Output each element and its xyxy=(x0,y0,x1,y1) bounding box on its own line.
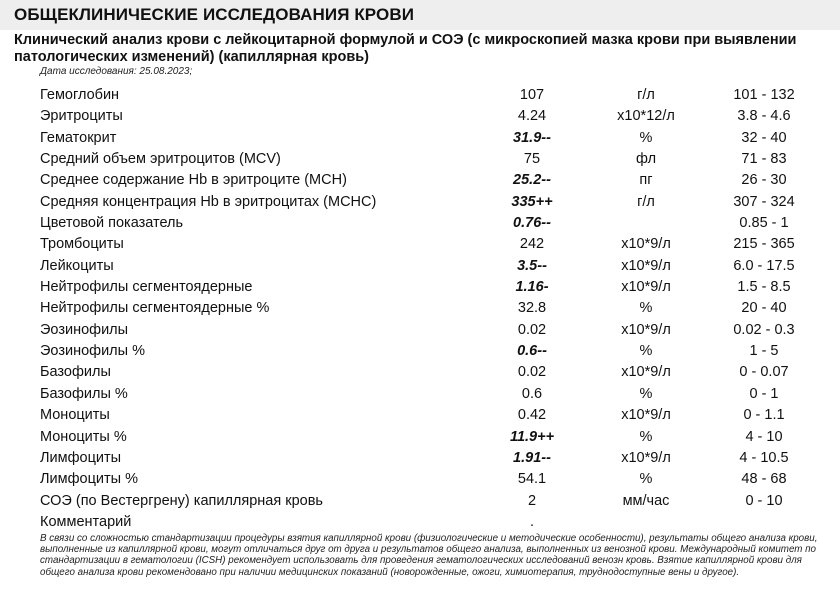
results-table xyxy=(0,85,840,533)
result-name: Среднее содержание Hb в эритроците (MCH) xyxy=(40,172,347,189)
result-reference: 4 - 10 xyxy=(745,428,783,445)
result-unit: % xyxy=(639,300,653,317)
result-name: Базофилы xyxy=(40,364,111,381)
result-row xyxy=(0,277,840,298)
result-row xyxy=(0,234,840,255)
result-unit: г/л xyxy=(637,87,655,103)
result-row xyxy=(0,491,840,512)
result-reference: 215 - 365 xyxy=(733,236,795,253)
result-row xyxy=(0,213,840,234)
result-name: Гематокрит xyxy=(40,129,117,146)
result-unit: x10*12/л xyxy=(617,108,675,125)
result-name: СОЭ (по Вестергрену) капиллярная кровь xyxy=(40,492,323,509)
result-row xyxy=(0,512,840,533)
result-reference: 3.8 - 4.6 xyxy=(737,108,791,125)
result-reference: 48 - 68 xyxy=(741,471,787,488)
result-unit: x10*9/л xyxy=(621,321,671,338)
result-unit: x10*9/л xyxy=(621,407,671,424)
result-value: 32.8 xyxy=(517,300,547,317)
result-row xyxy=(0,427,840,448)
result-reference: 20 - 40 xyxy=(741,300,787,317)
result-value: 2 xyxy=(527,492,537,509)
result-unit: % xyxy=(639,428,653,445)
result-value: 1.16- xyxy=(515,279,549,296)
result-value: 11.9++ xyxy=(509,428,555,445)
result-reference: 71 - 83 xyxy=(741,151,787,168)
result-name: Цветовой показатель xyxy=(40,215,184,232)
result-row xyxy=(0,192,840,213)
result-reference: 101 - 132 xyxy=(733,87,795,103)
result-reference: 0.85 - 1 xyxy=(739,215,789,232)
result-row xyxy=(0,256,840,277)
result-reference: 26 - 30 xyxy=(741,172,787,189)
section-title: ОБЩЕКЛИНИЧЕСКИЕ ИССЛЕДОВАНИЯ КРОВИ xyxy=(14,5,415,24)
result-value: 335++ xyxy=(511,193,553,210)
result-reference: 4 - 10.5 xyxy=(739,449,789,466)
result-reference: 1.5 - 8.5 xyxy=(737,279,791,296)
result-value: 242 xyxy=(519,236,545,253)
result-row xyxy=(0,362,840,383)
result-row xyxy=(0,106,840,127)
result-value: 107 xyxy=(519,87,545,103)
result-name: Тромбоциты xyxy=(40,236,124,253)
result-name: Базофилы % xyxy=(40,385,128,402)
result-value: 3.5-- xyxy=(517,257,547,274)
result-unit: % xyxy=(639,129,653,146)
result-row xyxy=(0,469,840,490)
result-row xyxy=(0,170,840,191)
result-name: Средняя концентрация Hb в эритроцитах (MCHC) xyxy=(40,193,377,210)
result-value: 0.6-- xyxy=(517,343,547,360)
result-reference: 0 - 1 xyxy=(749,385,779,402)
test-title: Клинический анализ крови с лейкоцитарной формулой и СОЭ (с микроскопией мазка крови при выявлении патологических изменений) (капиллярная кровь) xyxy=(14,32,797,65)
footnote: В связи со сложностью стандартизации процедуры взятия капиллярной крови (физиологические и методические особенности), результаты общего анализа крови, выполненные из капиллярной крови, могут отличаться друг от друга и результатов общего анализа, выполненных из венозной крови. Международный комитет по стандартизации в гематологии (ICSH) рекомендует использовать для проведения гематологических исследований венозн кровь. Взятие капиллярной крови для общего анализа крови рекомендовано при наличии медицинских показаний (новорожденные, ожоги, химиотерапия, труднодоступные вены и другое). xyxy=(40,533,818,578)
result-reference: 1 - 5 xyxy=(749,343,779,360)
result-unit: % xyxy=(639,343,653,360)
result-name: Комментарий xyxy=(40,513,132,530)
result-row xyxy=(0,85,840,106)
result-row xyxy=(0,448,840,469)
result-unit: пг xyxy=(639,172,653,189)
result-unit: г/л xyxy=(637,193,655,210)
result-name: Нейтрофилы сегментоядерные xyxy=(40,279,253,296)
result-name: Гемоглобин xyxy=(40,87,120,103)
result-row xyxy=(0,320,840,341)
result-value: 54.1 xyxy=(517,471,547,488)
result-name: Эритроциты xyxy=(40,108,123,125)
result-reference: 32 - 40 xyxy=(741,129,787,146)
result-value: 0.42 xyxy=(517,407,547,424)
result-unit: % xyxy=(639,471,653,488)
result-reference: 0 - 10 xyxy=(745,492,783,509)
result-unit: x10*9/л xyxy=(621,449,671,466)
result-row xyxy=(0,298,840,319)
result-name: Моноциты xyxy=(40,407,110,424)
result-value: . xyxy=(529,513,535,530)
result-value: 0.6 xyxy=(521,385,543,402)
result-value: 0.02 xyxy=(517,321,547,338)
result-unit: фл xyxy=(635,151,657,168)
result-row xyxy=(0,128,840,149)
result-unit: x10*9/л xyxy=(621,364,671,381)
result-row xyxy=(0,384,840,405)
result-name: Средний объем эритроцитов (MCV) xyxy=(40,151,281,168)
result-value: 0.76-- xyxy=(513,215,551,232)
result-value: 25.2-- xyxy=(513,172,551,189)
result-row xyxy=(0,341,840,362)
result-name: Лейкоциты xyxy=(40,257,114,274)
result-unit: x10*9/л xyxy=(621,257,671,274)
result-name: Лимфоциты % xyxy=(40,471,138,488)
result-value: 0.02 xyxy=(517,364,547,381)
result-row xyxy=(0,405,840,426)
result-reference: 6.0 - 17.5 xyxy=(733,257,795,274)
result-reference: 0 - 1.1 xyxy=(743,407,785,424)
result-unit: x10*9/л xyxy=(621,236,671,253)
result-reference: 307 - 324 xyxy=(733,193,795,210)
result-name: Эозинофилы xyxy=(40,321,129,338)
result-reference: 0 - 0.07 xyxy=(739,364,789,381)
result-name: Эозинофилы % xyxy=(40,343,145,360)
result-unit: % xyxy=(639,385,653,402)
result-name: Нейтрофилы сегментоядерные % xyxy=(40,300,270,317)
result-reference: 0.02 - 0.3 xyxy=(733,321,795,338)
result-value: 4.24 xyxy=(517,108,547,125)
result-row xyxy=(0,149,840,170)
test-date: Дата исследования: 25.08.2023; xyxy=(40,66,193,77)
result-unit: x10*9/л xyxy=(621,279,671,296)
result-name: Моноциты % xyxy=(40,428,127,445)
result-value: 75 xyxy=(523,151,541,168)
result-unit: мм/час xyxy=(622,492,670,509)
result-value: 1.91-- xyxy=(513,449,551,466)
result-value: 31.9-- xyxy=(513,129,551,146)
result-name: Лимфоциты xyxy=(40,449,122,466)
